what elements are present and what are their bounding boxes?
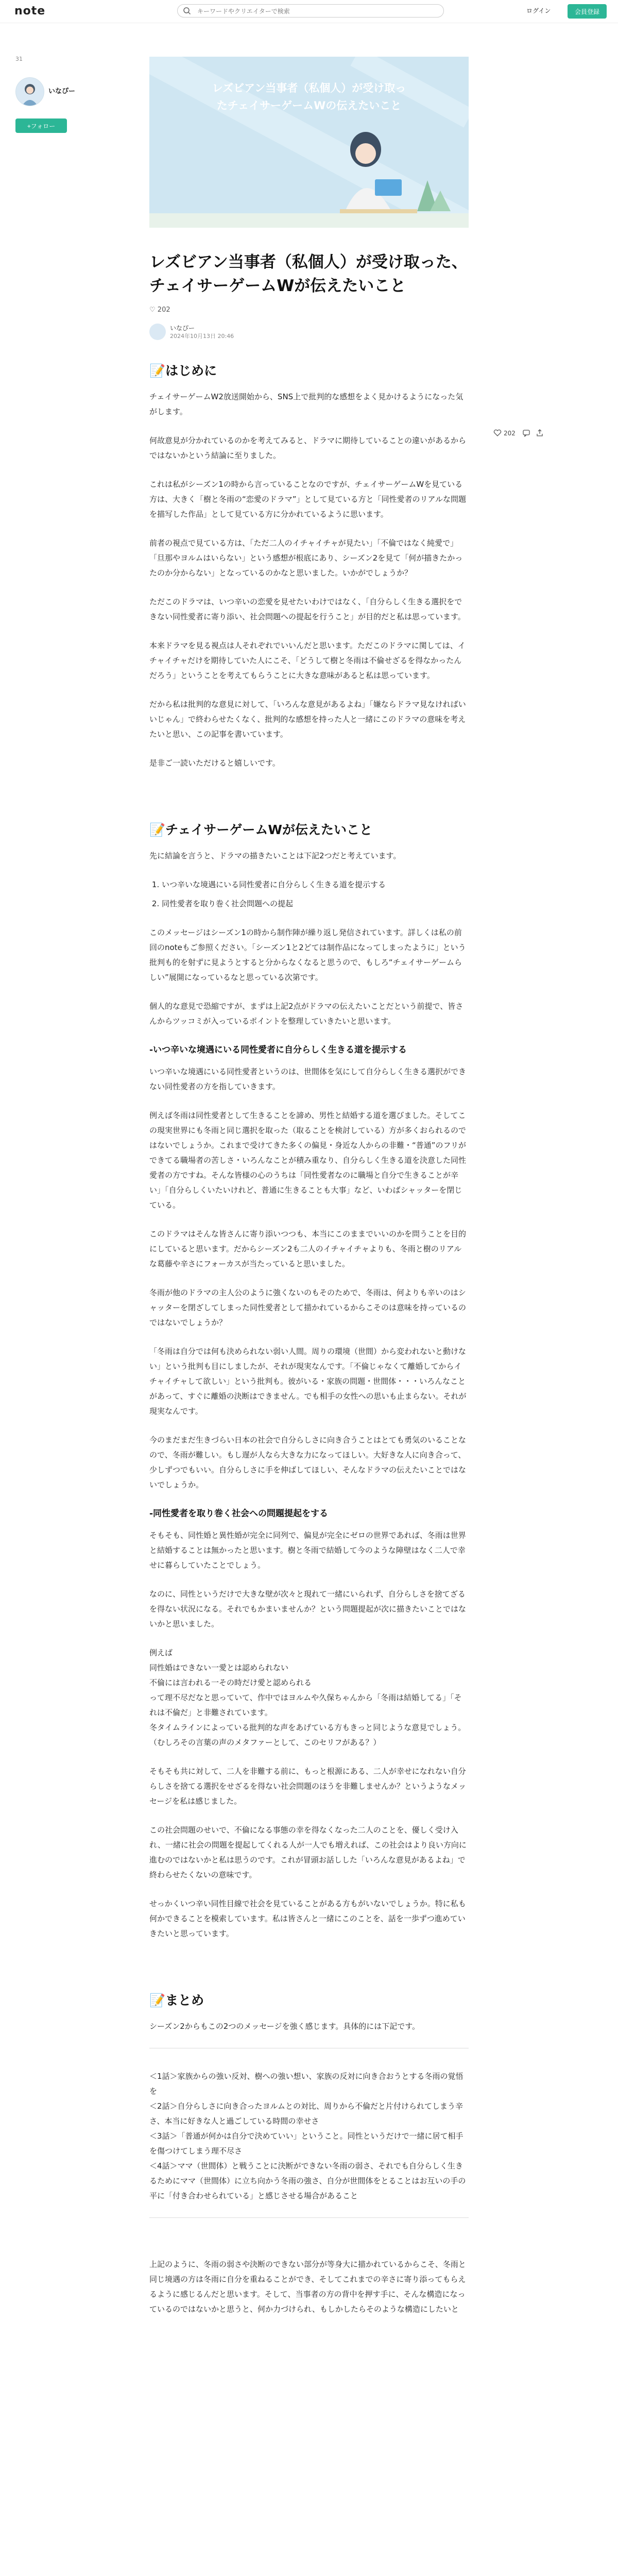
- paragraph: 個人的な意見で恐縮ですが、まずは上記2点がドラマの伝えたいことだという前提で、皆さんからツッコミが入っているポイントを整理していきたいと思います。: [149, 1002, 464, 1026]
- spacer: [149, 1955, 469, 1991]
- cover-title: [170, 79, 448, 114]
- section-heading-summary: 📝まとめ: [149, 1993, 204, 2008]
- paragraph: 上記のように、冬雨の弱さや決断のできない部分が等身大に描かれているからこそ、冬雨と同じ境遇の方は冬雨に自分を重ねることができ、そしてこれまでの辛さに寄り添ってもらえるように感じるんだと思います。そして、当事者の方の背中を押す手に、そんな構造になっているのではないかと思うと、何か力づけられ、もしかしたらそのような構造にしたいと: [149, 2260, 466, 2314]
- paragraph: なのに、同性というだけで大きな壁が次々と現れて一緒にいられず、自分らしさを捨てざるを得ない状況になる。それでもかまいませんか？という問題提起が次に描きたいことではないかと思いました。: [149, 1589, 467, 1629]
- paragraph: 例えば冬雨は同性愛者として生きることを諦め、男性と結婚する道を選びました。そしてこの現実世界にも冬雨と同じ選択を取った（取ることを検討している）方が多くおられるのではないでしょうか。これまで受けてきた多くの偏見・身近な人からの非難・“普通”のフリができてる職場者の苦しさ・いろんなことが積み重なり、自分らしく生きる道を決意した同性愛者の方ですね。そんな皆様の心のうちは「同性愛者なのに職場と自分で生きることが辛い」「自分らしくいたいけれど、普通に生きることも大事」など、いわばシャッターを閉じている。: [149, 1111, 467, 1210]
- author-block: [149, 323, 469, 345]
- section-heading-message: 📝チェイサーゲームWが伝えたいこと: [149, 822, 372, 837]
- paragraph: 今のまだまだ生きづらい日本の社会で自分らしさに向き合うことはとても勇気のいることなので、冬雨が難しい。もし遅が人なら大きな力になってほしい。大好きな人に向き合って、少しずつでもいい。自分らしさに手を伸ばしてほしい、そんなドラマの伝えたいことではないでしょうか。: [149, 1435, 467, 1489]
- divider: [149, 2217, 469, 2218]
- search-input[interactable]: [196, 6, 435, 16]
- signup-button[interactable]: 会員登録: [568, 4, 607, 19]
- author-sidebar: [15, 56, 98, 130]
- paragraph: 何故意見が分かれているのかを考えてみると、ドラマに期待していることの違いがあるからではないかという結論に至りました。: [149, 436, 467, 460]
- subheading-path: -いつ辛いな境遇にいる同性愛者に自分らしく生きる道を提示する: [149, 1045, 407, 1055]
- spacer: [149, 785, 469, 821]
- article-title: レズビアン当事者（私個人）が受け取った、チェイサーゲームWが伝えたいこと: [149, 253, 468, 295]
- author-small-avatar[interactable]: [149, 324, 166, 340]
- paragraph: そもそも共に対して、二人を非難する前に、もっと根源にある、二人が幸せになれない自分らしさを捨てる選択をせざるを得ない社会問題のほうを非難しませんか？というようなメッセージを私は感じました。: [149, 1767, 467, 1806]
- paragraph: そもそも、同性婚と異性婚が完全に同列で、偏見が完全にゼロの世界であれば、冬雨は世界と結婚することは無かったと思います。樹と冬雨で結婚して今のような障壁はなく二人で幸せに暮らしていたことでしょう。: [149, 1531, 466, 1570]
- paragraph: 先に結論を言うと、ドラマの描きたいことは下記2つだと考えています。: [149, 851, 401, 860]
- floating-like-count: 202: [504, 430, 516, 437]
- like-heart-icon[interactable]: ♡: [149, 306, 156, 314]
- search-box[interactable]: [177, 4, 444, 18]
- article-body: [149, 362, 469, 2317]
- share-icon[interactable]: [536, 429, 544, 437]
- subheading-social: -同性愛者を取り巻く社会への問題提起をする: [149, 1509, 329, 1519]
- paragraph: このメッセージはシーズン1の時から制作陣が繰り返し発信されています。詳しくは私の前回のnoteもご参照ください。「シーズン1と2どては制作品になってしまったように」という批判も的を射ずに見ようとすると分からなくなると思うので、もしろ“チェイサーゲームらしい”展開になっているなと思っている次第です。: [149, 928, 466, 982]
- sidebar-number: 31: [15, 56, 23, 62]
- paragraph: いつ辛いな境遇にいる同性愛者というのは、世間体を気にして自分らしく生きる選択ができない同性愛者の方を指していきます。: [149, 1067, 467, 1091]
- site-header: [0, 0, 618, 23]
- heart-icon[interactable]: [493, 429, 502, 437]
- section-heading-intro: 📝はじめに: [149, 363, 217, 378]
- paragraph: 冬雨が他のドラマの主人公のように強くないのもそのためで、冬雨は、何よりも辛いのはシャッターを閉ざしてしまった同性愛者として描かれているからこそのは意味を持っているのではないでしょうか？: [149, 1288, 467, 1327]
- cover-image: [149, 57, 469, 228]
- author-avatar[interactable]: [15, 77, 44, 106]
- paragraph: チェイサーゲームW2放送開始から、SNS上で批判的な感想をよく見かけるようになった気がします。: [149, 392, 464, 416]
- avatar-illustration-icon: [16, 78, 44, 106]
- spacer: [149, 2239, 469, 2257]
- author-name[interactable]: いなぴー: [170, 325, 195, 332]
- comment-icon[interactable]: [522, 429, 530, 437]
- article-column: [149, 57, 469, 2331]
- paragraph: 本来ドラマを見る視点は人それぞれでいいんだと思います。ただこのドラマに関しては、イチャイチャだけを期待していた人にこそ、「どうして樹と冬雨は不倫せざるを得なかったんだろう」ということを考えてもらうことに大きな意味があると私は思っています。: [149, 641, 466, 680]
- message-list: [149, 877, 469, 911]
- search-icon: [183, 7, 191, 15]
- publish-date: 2024年10月13日 20:46: [170, 333, 234, 340]
- cover-title-line-2: たチェイサーゲームWの伝えたいこと: [216, 99, 402, 112]
- floating-actions: [479, 427, 551, 441]
- list-item: 2. 同性愛者を取り巻く社会問題への提起: [162, 896, 469, 911]
- like-count: 202: [157, 306, 170, 314]
- paragraph: 前者の視点で見ている方は、「ただ二人のイチャイチャが見たい」「不倫ではなく純愛で」「旦那やヨルムはいらない」という感想が根底にあり、シーズン2を見て「何が描きたかったのか分からない」となっているのかなと思いました。いかがでしょうか？: [149, 538, 463, 578]
- paragraph: ただこのドラマは、いつ辛いの恋愛を見せたいわけではなく、「自分らしく生きる選択をできない同性愛者に寄り添い、社会問題への提起を行うこと」が目的だと私は思っています。: [149, 597, 466, 621]
- sidebar-username[interactable]: いなぴー: [48, 88, 76, 95]
- paragraph: せっかくいつ辛い同性目線で社会を見ていることがある方もがいないでしょうか。特に私も何かできることを模索しています。私は皆さんと一緒にこのことを、話を一歩ずつ進めていきたいと思っています。: [149, 1899, 466, 1938]
- list-item: 1. いつ辛いな境遇にいる同性愛者に自分らしく生きる道を提示する: [162, 877, 469, 892]
- paragraph: これは私がシーズン1の時から言っていることなのですが、チェイサーゲームWを見ている方は、大きく「樹と冬雨の“恋愛のドラマ”」として見ている方と「同性愛者のリアルな問題を描写した作品」として見ている方に分かれているように思います。: [149, 480, 466, 519]
- like-summary: [149, 306, 469, 316]
- paragraph: この社会問題のせいで、不倫になる事態の幸を得なくなった二人のことを、優しく受け入れ、一緒に社会の問題を提起してくれる人が一人でも増えれば、この社会はより良い方向に進むのではないかと私は思うのです。これが冒頭お話しした「いろんな意見があるよね」で終わらせたくないの意味です。: [149, 1825, 467, 1879]
- note-logo[interactable]: note: [14, 5, 46, 18]
- paragraph: このドラマはそんな皆さんに寄り添いつつも、本当にこのままでいいのかを問うことを目的にしていると思います。だからシーズン2も二人のイチャイチャよりも、冬雨と樹のリアルな葛藤や辛さにフォーカスが当たっていると思いました。: [149, 1229, 467, 1268]
- cover-title-line-1: レズビアン当事者（私個人）が受け取っ: [212, 82, 406, 94]
- paragraph: だから私は批判的な意見に対して、「いろんな意見があるよね」「嫌ならドラマ見なければいいじゃん」で終わらせたくなく、批判的な感想を持った人と一緒にこのドラマの意味を考えたいと思い、この記事を書いています。: [149, 700, 466, 739]
- paragraph: 「冬雨は自分では何も決められない弱い人間。周りの環境（世間）から変われないと動けない」という批判も目にしましたが、それが現実なんです。「不倫じゃなくて離婚してからイチャイチャして欲しい」という批判も。彼がいる・家族の問題・世間体・・・いろんなことがあって、すぐに離婚の決断はできません。でも相手の女性への思いも止まらない。それが現実なんです。: [149, 1347, 467, 1416]
- paragraph: ＜1話＞家族からの強い反対、樹への強い想い、家族の反対に向き合おうとする冬雨の覚悟を ＜2話＞自分らしさに向き合ったヨルムとの対比、周りから不倫だと片付けられてしまう辛さ、本当に好きな人と過ごしている時間の幸せさ ＜3話＞「普通が何かは自分で決めていい」ということ。同性というだけで一緒に居て相手を傷つけてしまう理不尽さ ＜4話＞ママ（世間体）と戦うことに決断ができない冬雨の弱さ、それでも自分らしく生きるためにママ（世間体）に立ち向かう冬雨の強さ、自分が世間体をとることはお互いの手の平に「付き合わせられている」と感じさせる場合があること: [149, 2072, 466, 2200]
- login-button[interactable]: ログイン: [521, 5, 556, 17]
- paragraph: 例えば 同性婚はできない一愛とは認められない 不倫には言われる一その時だけ愛と認められる って理不尽だなと思っていて、作中ではヨルムや久保ちゃんから「冬雨は結婚してる」「それは不倫だ」と非難されています。 冬タイムラインによっている批判的な声をあげている方もきっと同じような意見でしょう。（むしろその言葉の声のメタファーとして、このセリフがある？）: [149, 1648, 466, 1747]
- paragraph: 是非ご一読いただけると嬉しいです。: [149, 758, 280, 768]
- follow-button[interactable]: +フォロー: [15, 118, 67, 133]
- paragraph: シーズン2からもこの2つのメッセージを強く感じます。具体的には下記です。: [149, 2022, 420, 2031]
